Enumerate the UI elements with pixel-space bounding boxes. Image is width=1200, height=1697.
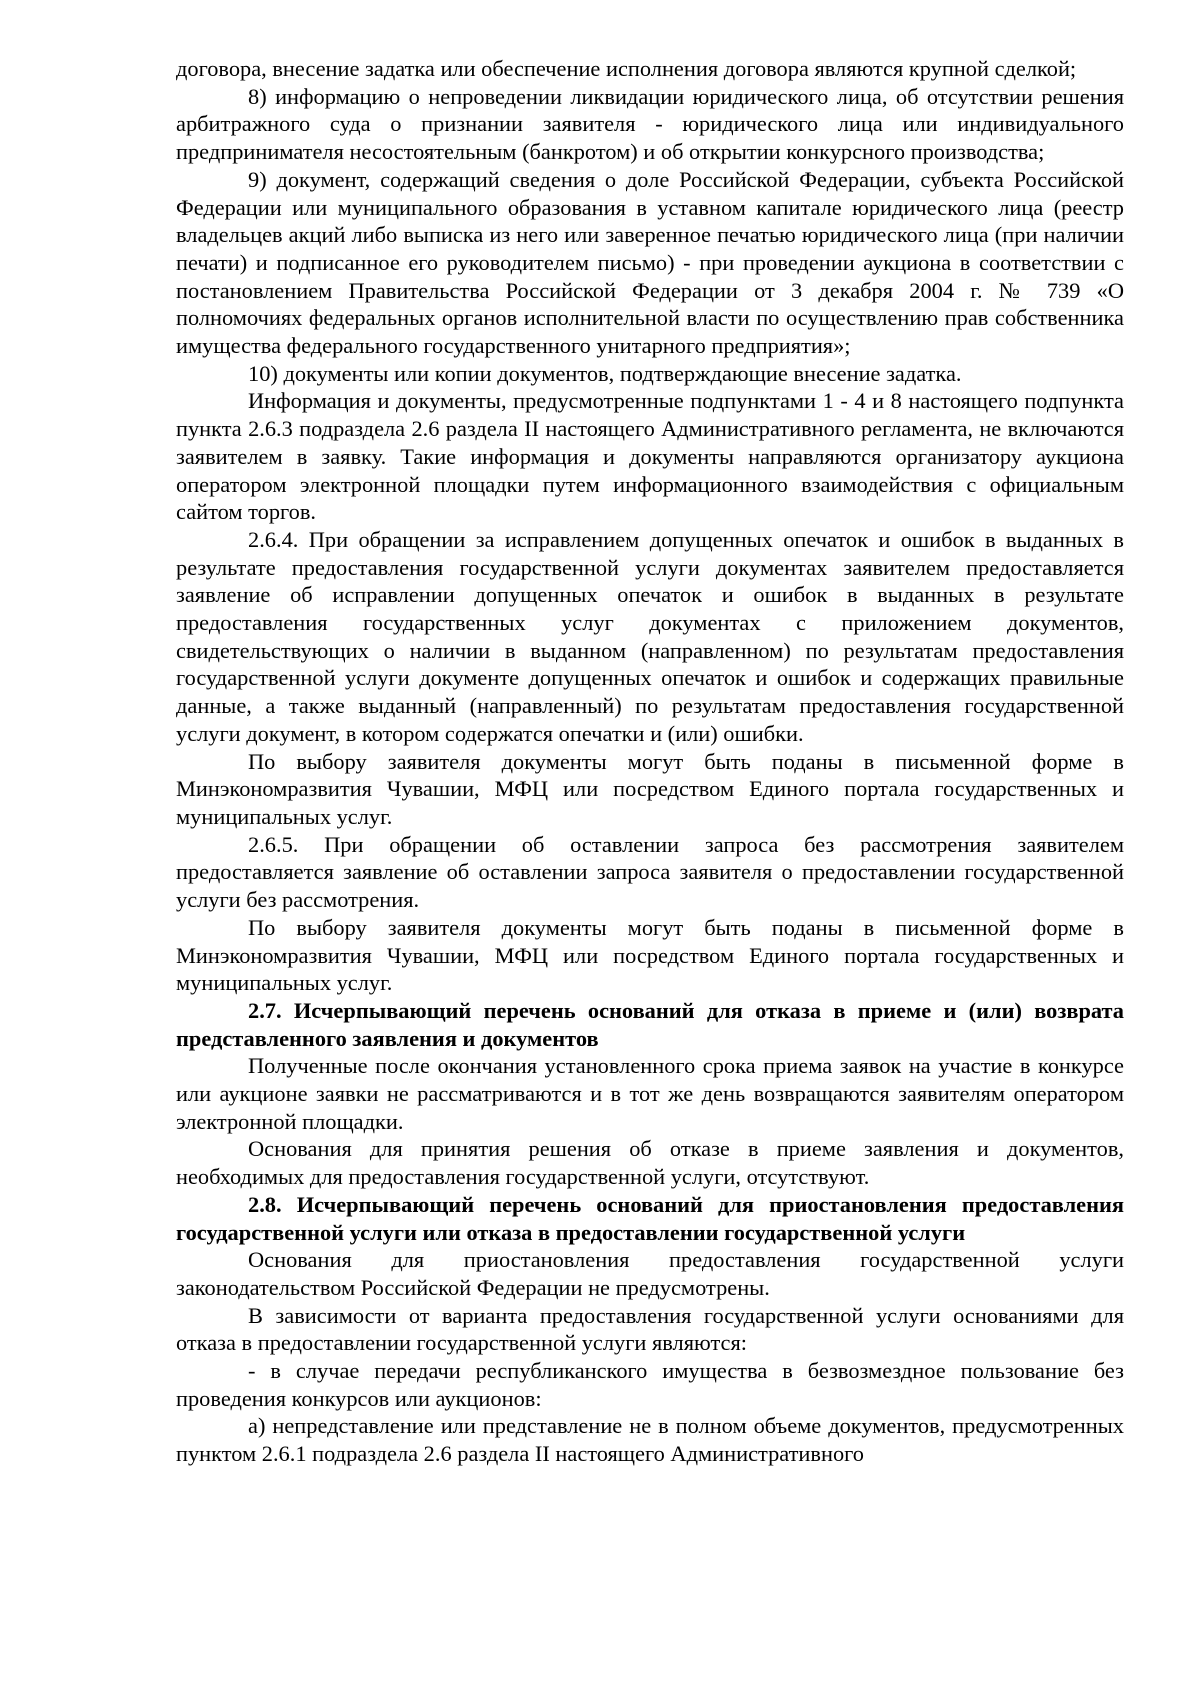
paragraph-contract-large-deal: договора, внесение задатка или обеспечение исполнения договора являются крупной сделкой;	[176, 56, 1077, 81]
paragraph-no-suspension-grounds: Основания для приостановления предоставления государственной услуги законодательством Российской Федерации не предусмотрены.	[176, 1247, 1124, 1300]
paragraph-late-applications: Полученные после окончания установленного срока приема заявок на участие в конкурсе или аукционе заявки не рассматриваются и в тот же день возвращаются заявителям оператором электронной площадки.	[176, 1053, 1124, 1134]
document-body	[176, 55, 1124, 1468]
paragraph-item-10: 10) документы или копии документов, подтверждающие внесение задатка.	[248, 360, 962, 386]
section-heading-2-7: 2.7. Исчерпывающий перечень оснований для отказа в приеме и (или) возврата представленного заявления и документов	[176, 997, 1124, 1051]
paragraph-information-documents: Информация и документы, предусмотренные подпунктами 1 - 4 и 8 настоящего подпункта пункта 2.6.3 подраздела 2.6 раздела II настоящего Административного регламента, не включаются заявителем в заявку. Такие информация и документы направляются организатору аукциона оператором электронной площадки путем информационного взаимодействия с официальным сайтом торгов.	[176, 388, 1124, 525]
paragraph-submission-choice-2: По выбору заявителя документы могут быть поданы в письменной форме в Минэкономразвития Чувашии, МФЦ или посредством Единого портала государственных и муниципальных услуг.	[176, 914, 1124, 996]
paragraph-refusal-grounds-intro: В зависимости от варианта предоставления государственной услуги основаниями для отказа в предоставлении государственной услуги являются:	[176, 1302, 1124, 1356]
paragraph-2-6-5: 2.6.5. При обращении об оставлении запроса без рассмотрения заявителем предоставляется заявление об оставлении запроса заявителя о предоставлении государственной услуги без рассмотрения.	[176, 831, 1124, 913]
paragraph-item-8: 8) информацию о непроведении ликвидации юридического лица, об отсутствии решения арбитражного суда о признании заявителя - юридического лица или индивидуального предпринимателя несостоятельным (банкротом) и об открытии конкурсного производства;	[176, 83, 1124, 165]
paragraph-free-use-case: - в случае передачи республиканского имущества в безвозмездное пользование без проведения конкурсов или аукционов:	[176, 1358, 1124, 1411]
section-heading-2-8: 2.8. Исчерпывающий перечень оснований для приостановления предоставления государственной услуги или отказа в предоставлении государственной услуги	[176, 1191, 1124, 1245]
paragraph-no-refusal-grounds: Основания для принятия решения об отказе в приеме заявления и документов, необходимых для предоставления государственной услуги, отсутствуют.	[176, 1136, 1124, 1190]
paragraph-item-a: а) непредставление или представление не в полном объеме документов, предусмотренных пунктом 2.6.1 подраздела 2.6 раздела II настоящего Административного	[176, 1413, 1124, 1467]
paragraph-submission-choice-1: По выбору заявителя документы могут быть поданы в письменной форме в Минэкономразвития Чувашии, МФЦ или посредством Единого портала государственных и муниципальных услуг.	[176, 748, 1124, 829]
paragraph-item-9: 9) документ, содержащий сведения о доле Российской Федерации, субъекта Российской Федерации или муниципального образования в уставном капитале юридического лица (реестр владельцев акций либо выписка из него или заверенное печатью юридического лица (при наличии печати) и подписанное его руководителем письмо) - при проведении аукциона в соответствии с постановлением Правительства Российской Федерации от 3 декабря 2004 г. № 739 «О полномочиях федеральных органов исполнительной власти по осуществлению прав собственника имущества федерального государственного унитарного предприятия»;	[176, 166, 1124, 359]
paragraph-2-6-4: 2.6.4. При обращении за исправлением допущенных опечаток и ошибок в выданных в результате предоставления государственной услуги документах заявителем предоставляется заявление об исправлении допущенных опечаток и ошибок в выданных в результате предоставления государственных услуг документах с приложением документов, свидетельствующих о наличии в выданном (направленном) по результатам предоставления государственной услуги документе допущенных опечаток и ошибок и содержащих правильные данные, а также выданный (направленный) по результатам предоставления государственной услуги документ, в котором содержатся опечатки и (или) ошибки.	[176, 526, 1124, 746]
